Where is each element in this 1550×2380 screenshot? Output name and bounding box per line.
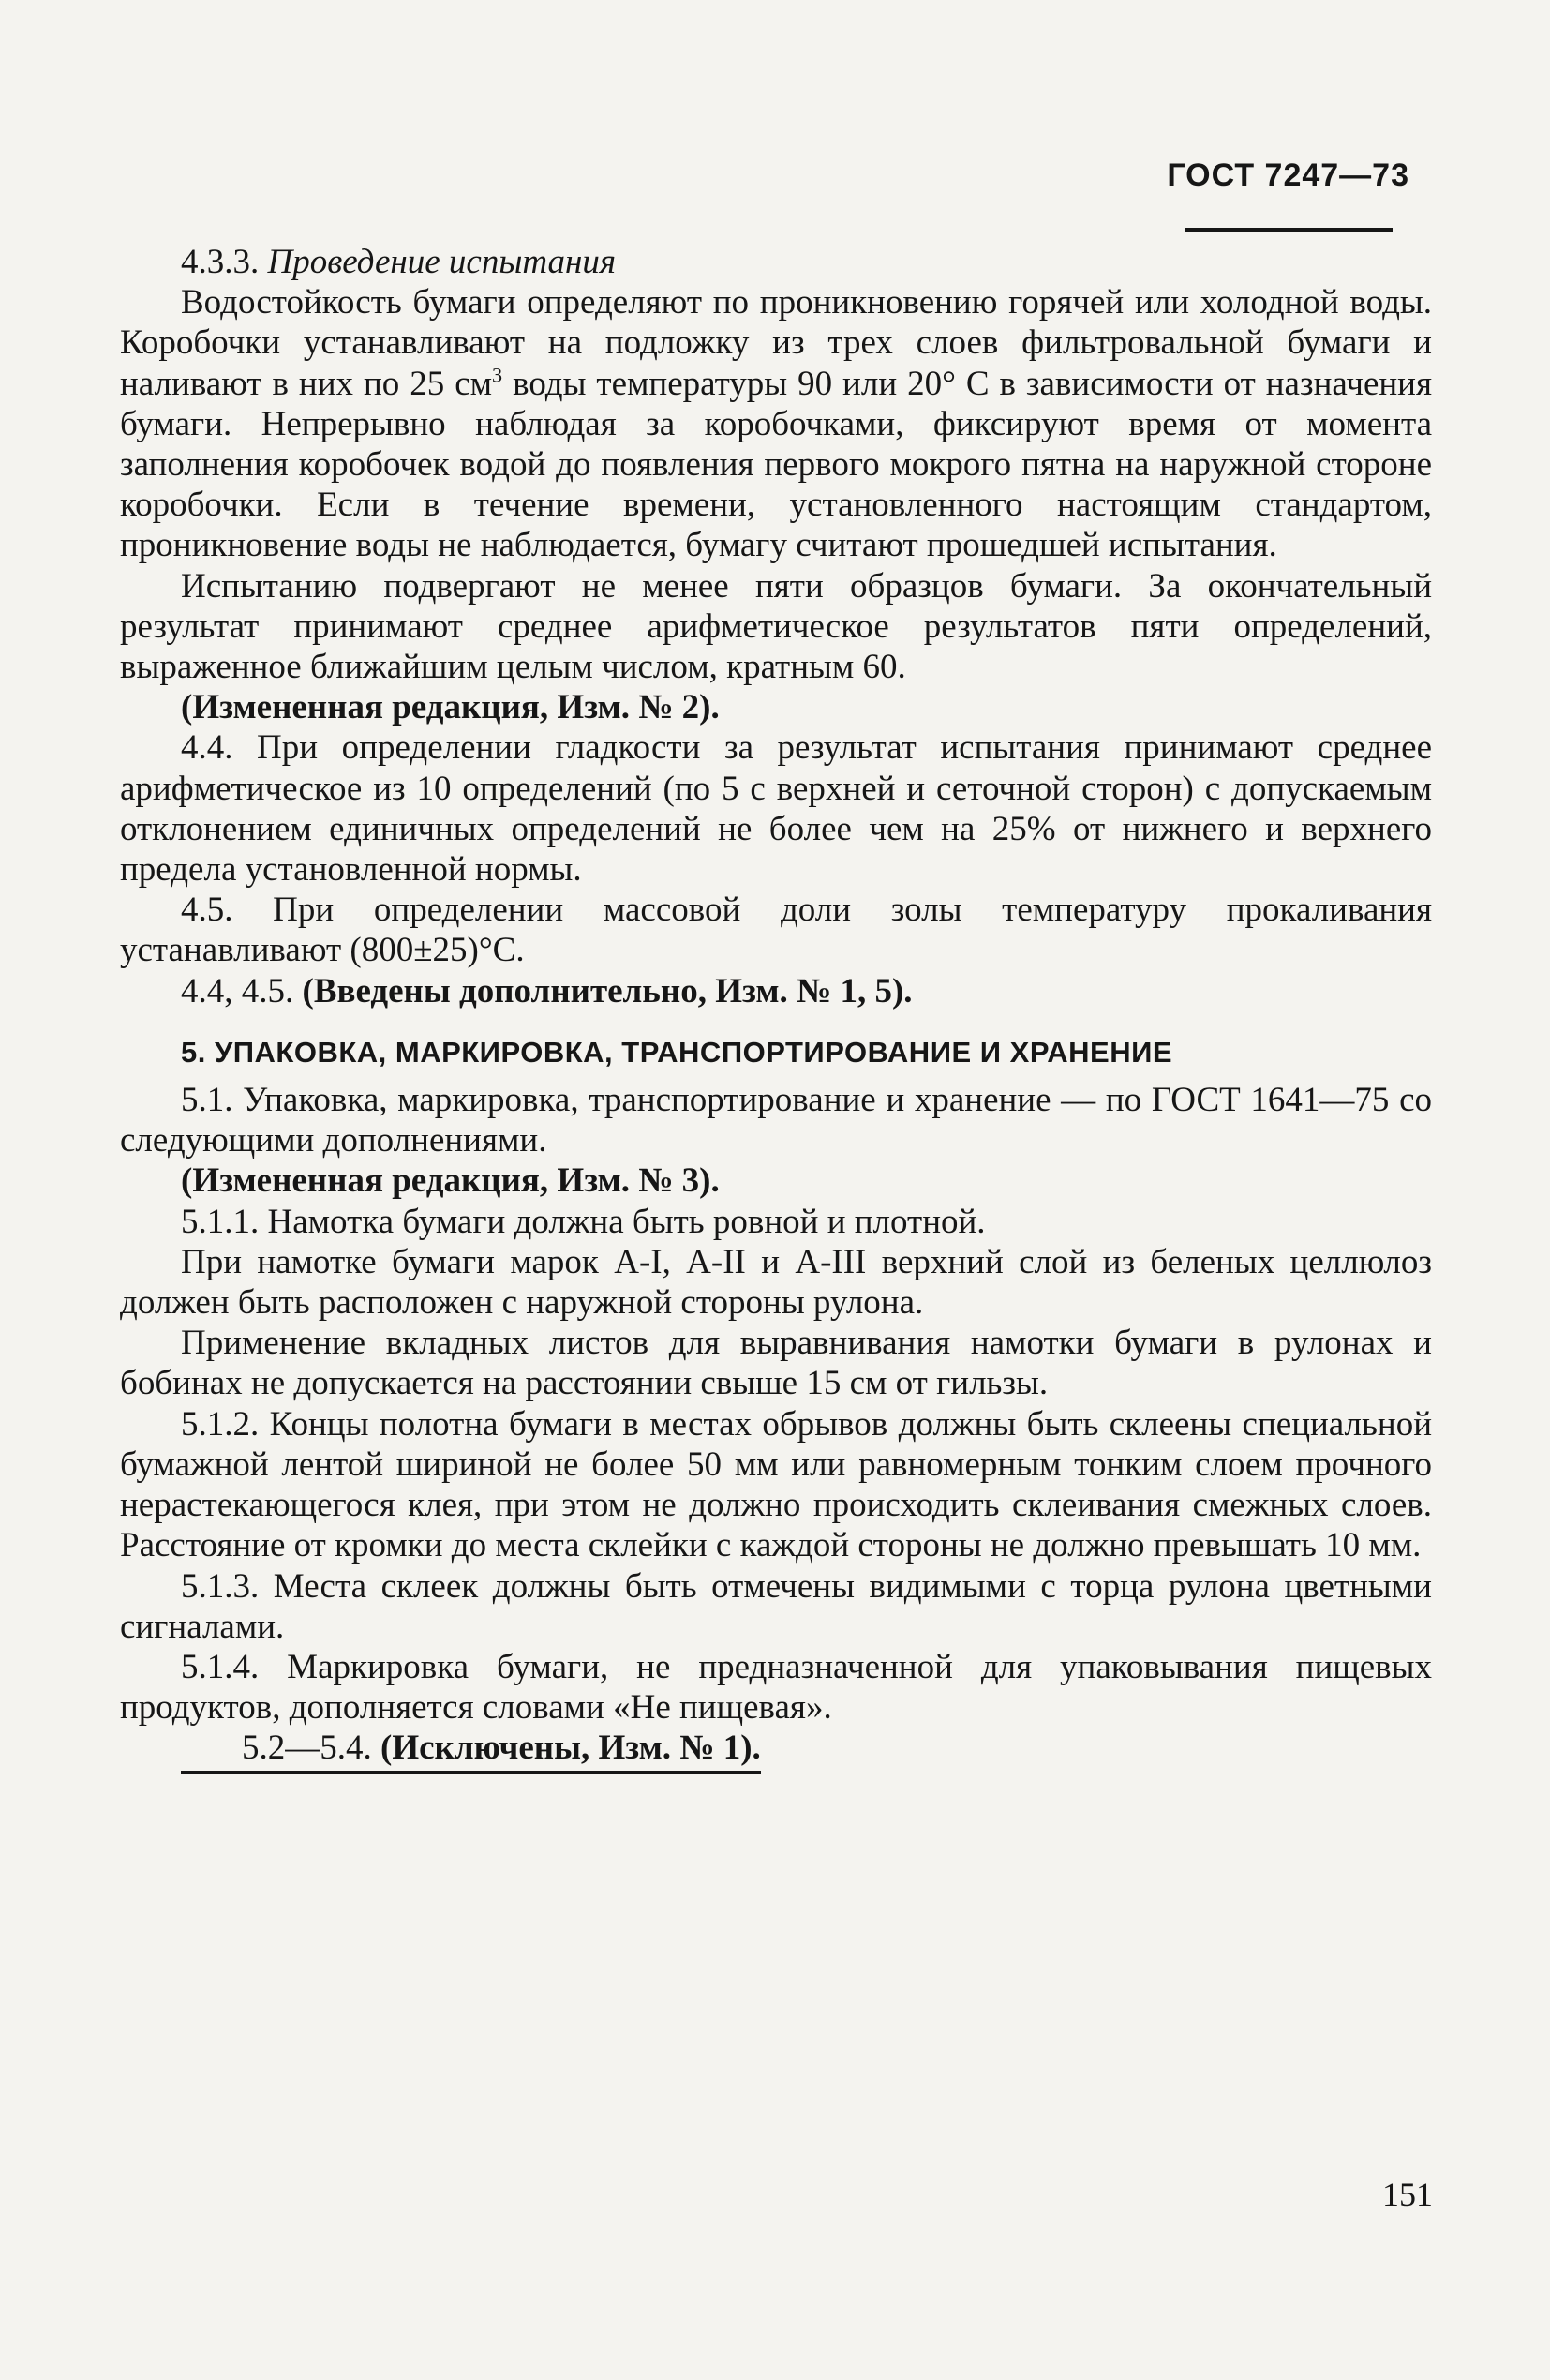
- header-rule: [1185, 228, 1393, 232]
- paragraph-text-cont: воды температуры 90 или 20° С в зависимости от назначения бумаги. Непрерывно наблюдая за коробочками, фиксируют время от момента заполнения коробочек водой до появления первого мокрого пятна на наружной стороне коробочки. Если в течение времени, установленного настоящим стандартом, проникновение воды не наблюдается, бумагу считают прошедшей испытания.: [120, 364, 1432, 565]
- clause-5-1-1-paragraph-3: Применение вкладных листов для выравнивания намотки бумаги в рулонах и бобинах не допускается на расстоянии свыше 15 см от гильзы.: [120, 1324, 1432, 1403]
- clause-5-1-1: 5.1.1. Намотка бумаги должна быть ровной и плотной.: [181, 1202, 986, 1241]
- closing-line: [181, 1728, 761, 1773]
- section-5-heading: 5. УПАКОВКА, МАРКИРОВКА, ТРАНСПОРТИРОВАНИЕ И ХРАНЕНИЕ: [181, 1035, 1173, 1069]
- clause-4-4: 4.4. При определении гладкости за результат испытания принимают среднее арифметическое из 10 определений (по 5 с верхней и сеточной сторон) с допускаемым отклонением единичных определений не более чем на 25% от нижнего и верхнего предела установленной нормы.: [120, 728, 1432, 890]
- clause-4-3-3-paragraph-2: Испытанию подвергают не менее пяти образцов бумаги. За окончательный результат принимают среднее арифметическое результатов пяти определений, выраженное ближайшим целым числом, кратным 60.: [120, 566, 1432, 687]
- standard-header: ГОСТ 7247—73: [1167, 157, 1409, 193]
- amendment-note: (Введены дополнительно, Изм. № 1, 5).: [302, 971, 913, 1010]
- paragraph-text: Водостойкость бумаги определяют по проникновению горячей или холодной воды. Коробочки устанавливают на подложку из трех слоев фильтровальной бумаги и наливают в них по 25 см: [120, 283, 1432, 403]
- clause-5-2-5-4-note: [120, 1728, 1432, 1773]
- clause-4-3-3-title: [120, 242, 1432, 282]
- clause-5-1-1-paragraph-2: При намотке бумаги марок А-I, А-II и А-III верхний слой из беленых целлюлоз должен быть расположен с наружной стороны рулона.: [120, 1242, 1432, 1323]
- clause-5-1: 5.1. Упаковка, маркировка, транспортирование и хранение — по ГОСТ 1641—75 со следующими дополнениями.: [120, 1081, 1432, 1160]
- amendment-note: (Исключены, Изм. № 1).: [380, 1729, 761, 1768]
- superscript: 3: [492, 363, 503, 387]
- amendment-note: (Измененная редакция, Изм. № 2).: [181, 688, 720, 727]
- clause-number: 4.3.3.: [181, 243, 268, 281]
- clause-5-1-2: 5.1.2. Концы полотна бумаги в местах обрывов должны быть склеены специальной бумажной лентой шириной не более 50 мм или равномерным тонким слоем прочного нерастекающегося клея, при этом не должно происходить склеивания смежных слоев. Расстояние от кромки до места склейки с каждой стороны не должно превышать 10 мм.: [120, 1404, 1432, 1565]
- clause-4-5: 4.5. При определении массовой доли золы температуру прокаливания устанавливают (800±25)°С.: [120, 891, 1432, 970]
- amendment-note: (Измененная редакция, Изм. № 3).: [181, 1161, 720, 1201]
- clause-5-1-4: 5.1.4. Маркировка бумаги, не предназначенной для упаковывания пищевых продуктов, дополняется словами «Не пищевая».: [120, 1647, 1432, 1728]
- page-number: 151: [1382, 2176, 1433, 2213]
- clause-number: 4.4, 4.5.: [181, 971, 303, 1010]
- document-body: [120, 242, 1432, 1774]
- clause-4-4-4-5-note: [120, 971, 1432, 1011]
- clause-4-3-3-paragraph-1: [120, 282, 1432, 565]
- clause-5-1-3: 5.1.3. Места склеек должны быть отмечены видимыми с торца рулона цветными сигналами.: [120, 1566, 1432, 1646]
- clause-number: 5.2—5.4.: [242, 1729, 380, 1768]
- clause-title: Проведение испытания: [267, 243, 617, 281]
